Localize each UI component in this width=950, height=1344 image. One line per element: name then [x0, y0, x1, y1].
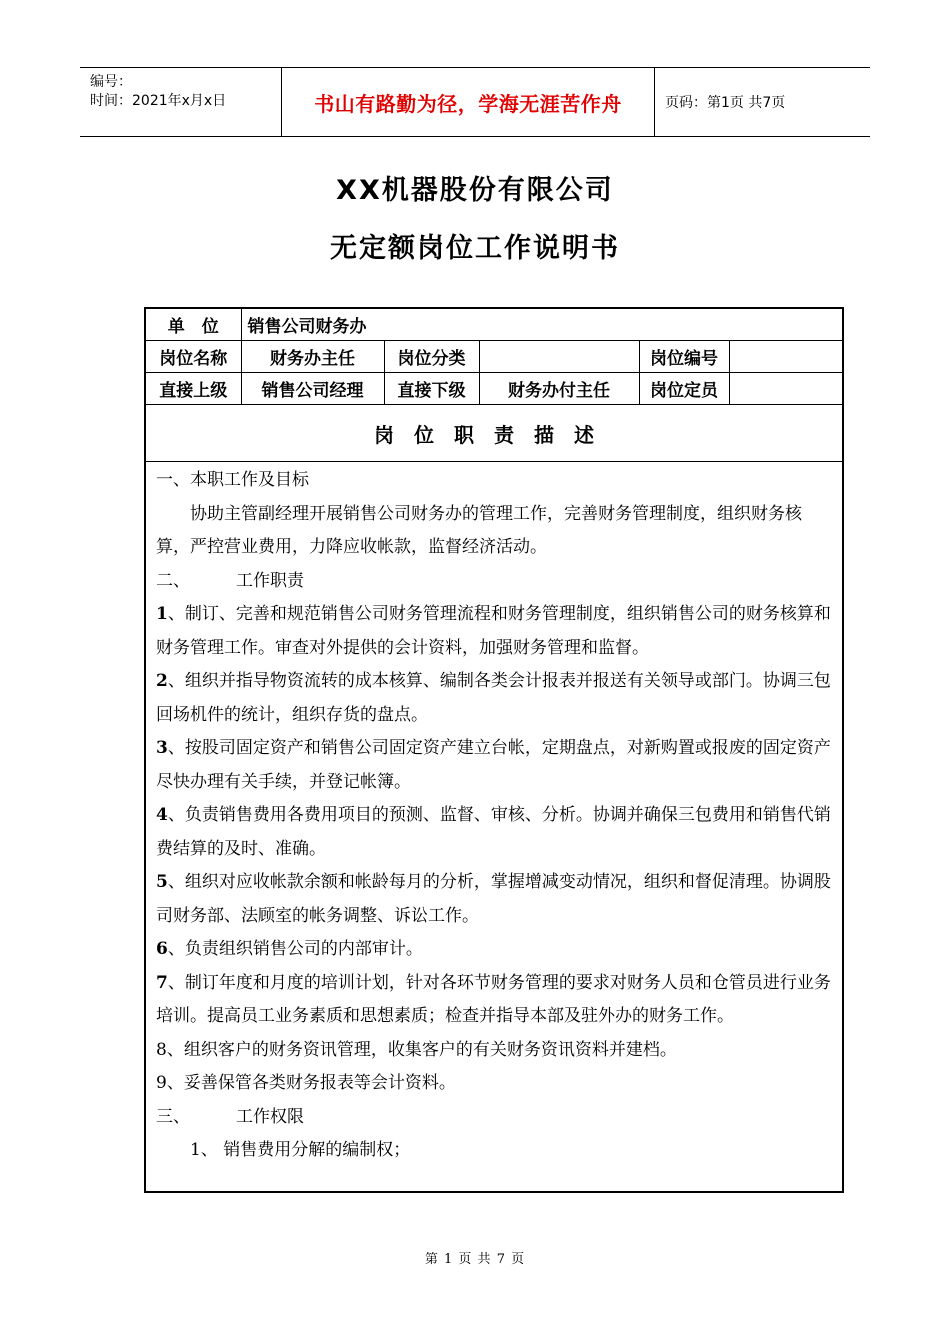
item-text: 、组织客户的财务资讯管理，收集客户的有关财务资讯资料并建档。: [166, 1039, 677, 1060]
date-label: 时间：2021年x月x日: [90, 93, 227, 109]
unit-label: 单 位: [146, 309, 241, 341]
heading-authority-num: 三、: [156, 1106, 190, 1127]
heading-authority: [156, 1101, 832, 1135]
list-item: [156, 1034, 832, 1068]
item-text: 、制订、完善和规范销售公司财务管理流程和财务管理制度，组织销售公司的财务核算和财务管理工作。审查对外提供的会计资料，加强财务管理和监督。: [156, 604, 831, 658]
staffing-label: 岗位定员: [639, 373, 729, 405]
staffing-value: [729, 373, 842, 405]
list-item: [156, 799, 832, 866]
section-title: 岗位职责描述: [146, 405, 842, 462]
item-text: 、组织对应收帐款余额和帐龄每月的分析，掌握增减变动情况，组织和督促清理。协调股司财务部、法顾室的帐务调整、诉讼工作。: [156, 872, 831, 926]
item-text: 、按股司固定资产和销售公司固定资产建立台帐，定期盘点，对新购置或报废的固定资产尽快办理有关手续，并登记帐簿。: [156, 738, 831, 792]
heading-duties-num: 二、: [156, 570, 190, 591]
post-class-label: 岗位分类: [384, 341, 479, 373]
list-item: [156, 665, 832, 732]
list-item: [156, 732, 832, 799]
header-meta: [80, 68, 282, 136]
item-number: 5: [156, 872, 168, 892]
heading-duties: [156, 565, 832, 599]
job-description-box: [144, 307, 844, 1193]
post-name-label: 岗位名称: [146, 341, 241, 373]
item-number: 9: [156, 1073, 167, 1093]
post-name-value: 财务办主任: [241, 341, 384, 373]
item-number: 1: [156, 604, 168, 624]
list-item: [156, 933, 832, 967]
item-text: 、负责组织销售公司的内部审计。: [167, 939, 423, 959]
header-motto: 书山有路勤为径，学海无涯苦作舟: [282, 68, 655, 136]
subordinate-label: 直接下级: [384, 373, 479, 405]
superior-value: 销售公司经理: [241, 373, 384, 405]
authority-item: 1、 销售费用分解的编制权；: [190, 1140, 411, 1160]
page-header: [80, 67, 870, 137]
item-text: 、组织并指导物资流转的成本核算、编制各类会计报表并报送有关领导或部门。协调三包回场机件的统计，组织存货的盘点。: [156, 671, 831, 725]
table-row: [146, 341, 842, 373]
number-label: 编号：: [90, 74, 132, 90]
post-no-value: [729, 341, 842, 373]
superior-label: 直接上级: [146, 373, 241, 405]
item-number: 3: [156, 738, 168, 758]
company-title: XX机器股份有限公司: [336, 175, 614, 206]
heading-duties-text: 工作职责: [236, 570, 304, 591]
objectives-paragraph: 协助主管副经理开展销售公司财务办的管理工作，完善财务管理制度，组织财务核算，严控营业费用，力降应收帐款，监督经济活动。: [156, 503, 802, 557]
item-text: 、妥善保管各类财务报表等会计资料。: [166, 1073, 456, 1093]
item-number: 7: [156, 972, 168, 993]
info-table: [146, 309, 842, 405]
duties-content: [146, 462, 842, 1168]
list-item: [156, 598, 832, 665]
header-page-info: 页码：第1页 共7页: [665, 95, 786, 111]
heading-objectives: 一、本职工作及目标: [156, 470, 309, 490]
item-text: 、负责销售费用各费用项目的预测、监督、审核、分析。协调并确保三包费用和销售代销费结算的及时、准确。: [156, 805, 831, 859]
subordinate-value: 财务办付主任: [479, 373, 639, 405]
item-number: 2: [156, 671, 168, 691]
document-title: 无定额岗位工作说明书: [330, 233, 620, 264]
unit-value: 销售公司财务办: [241, 309, 842, 341]
heading-authority-text: 工作权限: [236, 1106, 304, 1127]
item-number: 6: [156, 939, 168, 959]
item-text: 、制订年度和月度的培训计划，针对各环节财务管理的要求对财务人员和仓管员进行业务培训。提高员工业务素质和思想素质；检查并指导本部及驻外办的财务工作。: [156, 972, 831, 1026]
list-item: [156, 967, 832, 1034]
table-row: [146, 373, 842, 405]
table-row: [146, 309, 842, 341]
post-no-label: 岗位编号: [639, 341, 729, 373]
item-number: 4: [156, 805, 168, 825]
post-class-value: [479, 341, 639, 373]
list-item: [156, 1067, 832, 1101]
list-item: [156, 866, 832, 933]
page-footer: 第 1 页 共 7 页: [424, 1252, 526, 1267]
item-number: 8: [156, 1039, 167, 1060]
